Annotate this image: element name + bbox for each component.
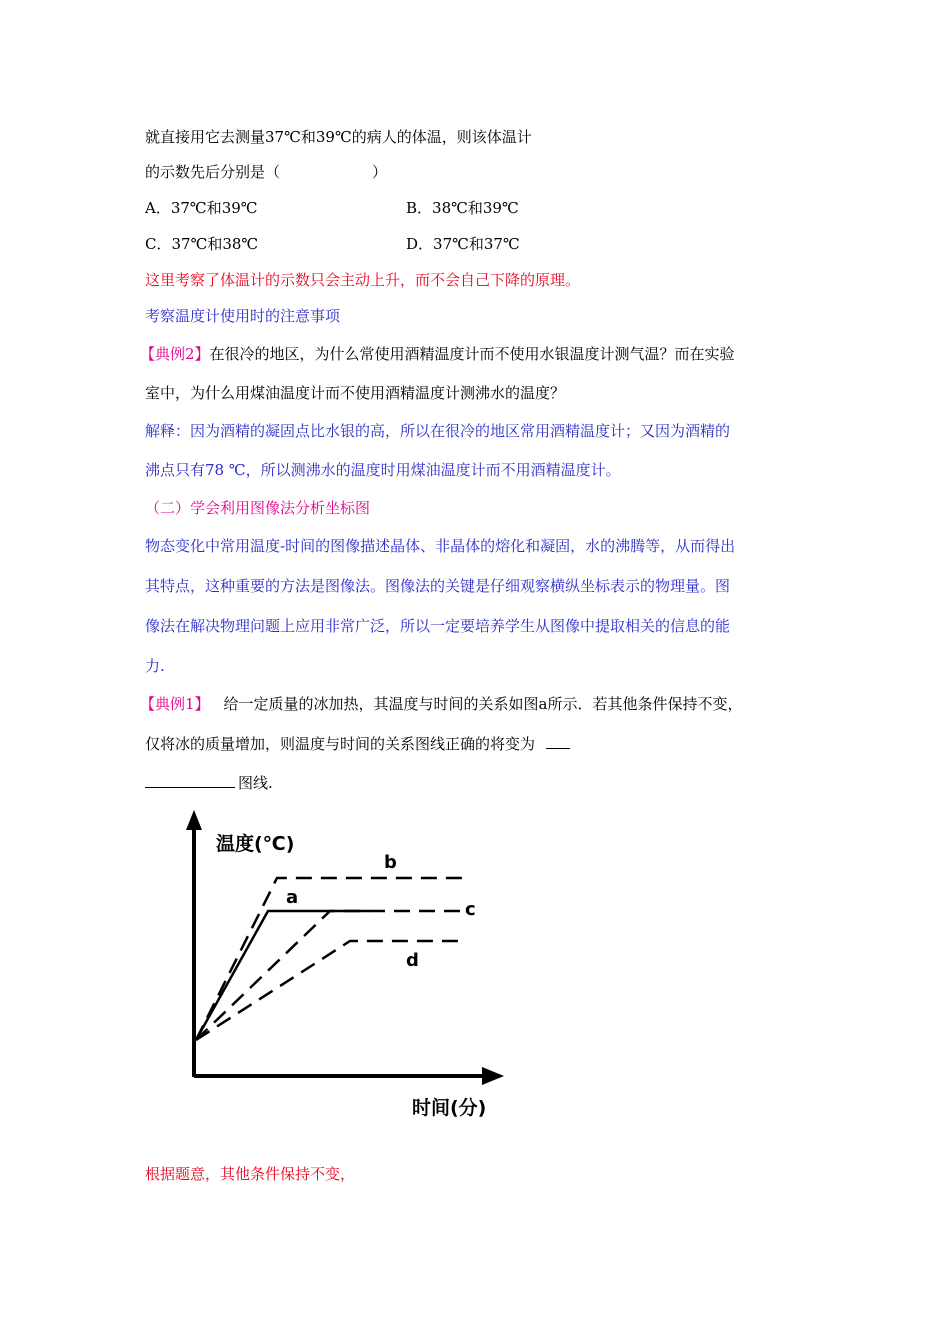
example2-answer2: 沸点只有78 ℃，所以测沸水的温度时用煤油温度计而不用酒精温度计。 (145, 461, 621, 479)
example2-question-1: 在很冷的地区，为什么常使用酒精温度计而不使用水银温度计测气温？而在实验 (209, 345, 735, 363)
paragraph-line-4: 力. (145, 657, 165, 675)
label-d: d (406, 950, 419, 971)
label-a: a (286, 887, 299, 908)
paragraph-line-2: 其特点，这种重要的方法是图像法。图像法的关键是仔细观察横纵坐标表示的物理量。图 (145, 577, 731, 595)
option-d: D．37℃和37℃ (406, 235, 520, 253)
conclusion: 根据题意，其他条件保持不变， (145, 1165, 356, 1183)
example2-line1 (140, 344, 735, 364)
option-b: B．38℃和39℃ (406, 199, 519, 217)
answer-blank-1[interactable] (546, 734, 570, 749)
q1-line2 (145, 162, 387, 182)
q1-line2-text: 的示数先后分别是（ (145, 163, 281, 181)
example2-line2: 室中，为什么用煤油温度计而不使用酒精温度计测沸水的温度？ (145, 384, 566, 402)
y-axis-label: 温度(℃) (216, 833, 295, 855)
paragraph-line-3: 像法在解决物理问题上应用非常广泛，所以一定要培养学生从图像中提取相关的信息的能 (145, 617, 731, 635)
example1-tag: 【典例1】 (140, 695, 210, 713)
example1-question-1: 给一定质量的冰加热，其温度与时间的关系如图a所示．若其他条件保持不变， (223, 695, 743, 713)
example2-tag: 【典例2】 (140, 345, 210, 363)
option-c: C．37℃和38℃ (145, 235, 259, 253)
option-a: A．37℃和39℃ (145, 199, 258, 217)
example1-line2 (145, 734, 570, 754)
line-d (196, 941, 465, 1040)
x-axis-arrow (482, 1067, 504, 1085)
temperature-time-graph (180, 808, 510, 1118)
example2-answer1: 解释：因为酒精的凝固点比水银的高，所以在很冷的地区常用酒精温度计；又因为酒精的 (145, 422, 731, 440)
q1-line2-close: ） (372, 163, 388, 181)
line-b (196, 878, 465, 1040)
label-c: c (465, 899, 476, 920)
example1-question-2: 仅将冰的质量增加，则温度与时间的关系图线正确的将变为 (145, 735, 536, 753)
line-a (196, 911, 370, 1040)
q1-line1: 就直接用它去测量37℃和39℃的病人的体温，则该体温计 (145, 128, 532, 146)
y-axis-arrow (186, 810, 202, 830)
example1-line3 (145, 773, 273, 793)
paragraph-line-1: 物态变化中常用温度-时间的图像描述晶体、非晶体的熔化和凝固，水的沸腾等，从而得出 (145, 537, 736, 555)
answer-blank-2[interactable] (145, 773, 235, 788)
line-c (196, 911, 465, 1040)
example1-line1 (140, 694, 743, 714)
subsection-title: （二）学会利用图像法分析坐标图 (145, 499, 371, 517)
x-axis-label: 时间(分) (412, 1097, 487, 1118)
example1-question-3: 图线. (238, 774, 273, 792)
q1-note: 这里考察了体温计的示数只会主动上升，而不会自己下降的原理。 (145, 271, 581, 289)
section-title: 考察温度计使用时的注意事项 (145, 307, 341, 325)
label-b: b (384, 852, 397, 873)
